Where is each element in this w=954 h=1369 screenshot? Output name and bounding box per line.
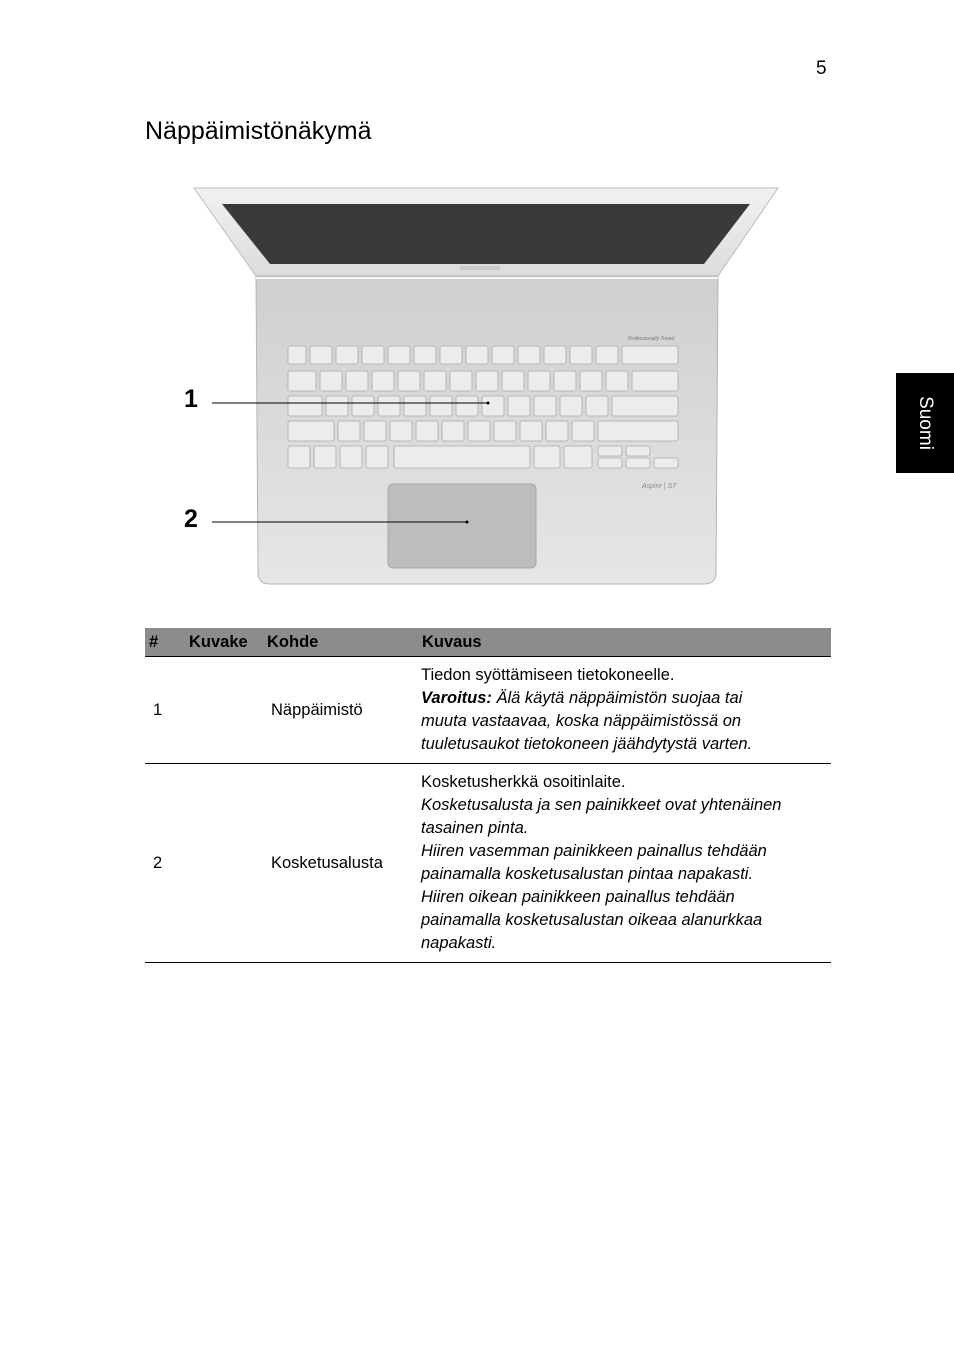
desc-note: Hiiren oikean painikkeen painallus tehdään [421,888,735,906]
row-item: Näppäimistö [263,657,418,764]
desc-text: Kosketusherkkä osoitinlaite. [421,773,626,791]
page-number: 5 [816,58,827,79]
keyboard-label: Professionally Tuned [628,336,675,342]
desc-note: Kosketusalusta ja sen painikkeet ovat yhtenäinen [421,796,782,814]
row-description [418,764,831,963]
component-table [145,628,831,963]
header-description: Kuvaus [418,628,831,657]
desc-warning [421,687,827,710]
warning-text: muuta vastaavaa, koska näppäimistössä on [421,712,742,730]
callout-1: 1 [184,385,198,413]
desc-note: painamalla kosketusalustan pintaa napakasti. [421,865,754,883]
table-row [145,764,831,963]
header-icon: Kuvake [185,628,263,657]
warning-label: Varoitus: [421,689,492,707]
desc-text: Tiedon syöttämiseen tietokoneelle. [421,666,675,684]
row-number: 1 [145,657,185,764]
warning-text: Älä käytä näppäimistön suojaa tai [491,689,743,707]
laptop-illustration [170,180,790,600]
language-side-tab [896,373,954,473]
row-description [418,657,831,764]
desc-note: napakasti. [421,934,497,952]
screen [222,204,750,264]
row-icon [185,657,263,764]
row-number: 2 [145,764,185,963]
laptop-figure [170,180,790,600]
brand-label: Aspire | S7 [642,483,677,490]
header-number: # [145,628,185,657]
desc-note: Hiiren vasemman painikkeen painallus tehdään [421,842,767,860]
touchpad [388,484,536,568]
row-item: Kosketusalusta [263,764,418,963]
header-item: Kohde [263,628,418,657]
row-icon [185,764,263,963]
desc-note: tasainen pinta. [421,819,529,837]
callout-2: 2 [184,505,198,533]
warning-text: tuuletusaukot tietokoneen jäähdytystä varten. [421,735,753,753]
table-row [145,657,831,764]
page-title: Näppäimistönäkymä [145,117,372,145]
table-header-row [145,628,831,657]
desc-note: painamalla kosketusalustan oikeaa alanurkkaa [421,911,763,929]
side-tab-label: Suomi [914,396,936,450]
